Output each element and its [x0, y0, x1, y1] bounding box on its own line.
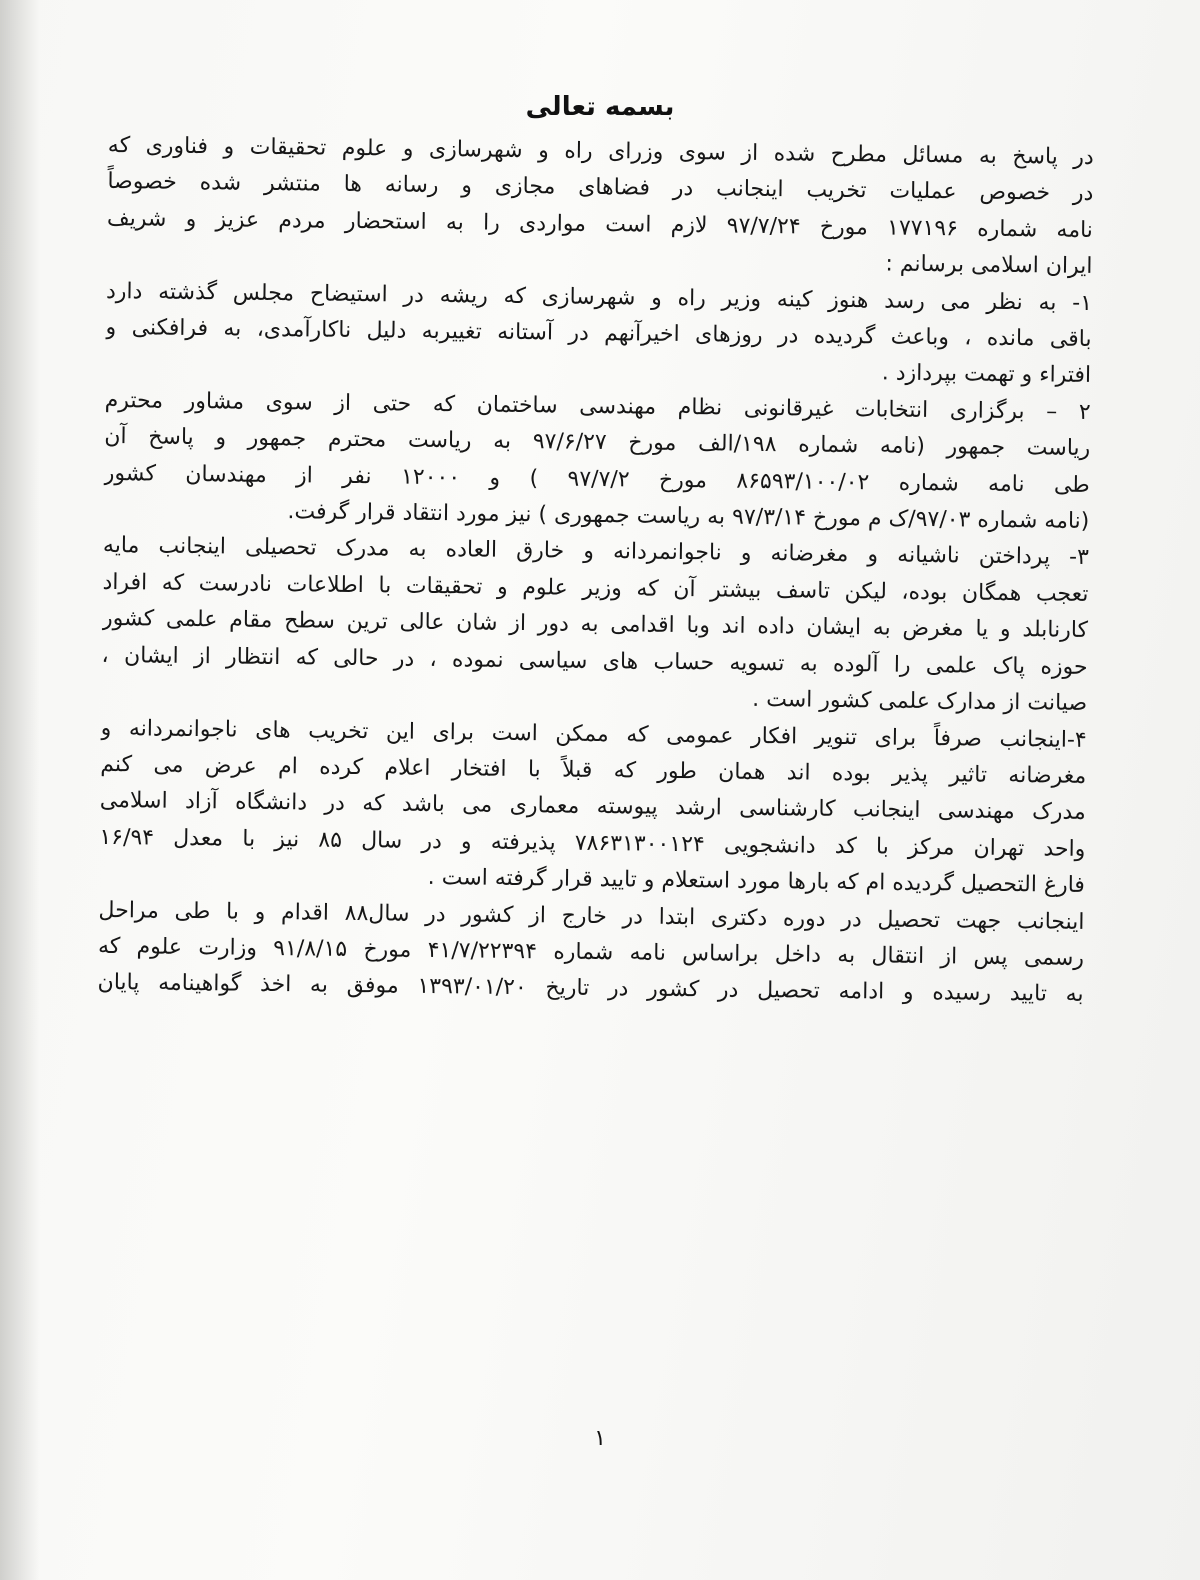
text-line: باقی مانده ، وباعث گردیده در روزهای اخیرآنهم در آستانه تغییربه دلیل ناکارآمدی، به فرافکنی و — [105, 314, 1092, 353]
page-number: ۱ — [594, 1426, 606, 1451]
text-line: افتراء و تهمت بپردازد . — [881, 360, 1092, 389]
text-line: فارغ التحصیل گردیده ام که بارها مورد استعلام و تایید قرار گرفته است . — [427, 865, 1086, 899]
text-line: ایران اسلامی برسانم : — [885, 251, 1093, 280]
text-line: ۱- به نظر می رسد هنوز کینه وزیر راه و شهرسازی که ریشه در استیضاح مجلس گذشته دارد — [105, 278, 1093, 316]
text-line: صیانت از مدارک علمی کشور است . — [752, 686, 1088, 717]
text-line: در خصوص عملیات تخریب اینجانب در فضاهای مجازی و رسانه ها منتشر شده خصوصاً — [107, 169, 1094, 207]
text-line: اینجانب جهت تحصیل در دوره دکتری ابتدا در خارج از کشور در سال۸۸ اقدام و با طی مراحل — [98, 897, 1085, 935]
text-line: کارنابلد و یا مغرض به ایشان داده اند وبا اقدامی به دور از شان عالی ترین سطح مقام علمی کشور — [101, 606, 1089, 644]
text-line: ۲ – برگزاری انتخابات غیرقانونی نظام مهندسی ساختمان که حتی از سوی مشاور محترم — [104, 387, 1091, 425]
text-line: طی نامه شماره ۸۶۵۹۳/۱۰۰/۰۲ مورخ ۹۷/۷/۲ ) و ۱۲۰۰۰ نفر از مهندسان کشور — [103, 460, 1090, 498]
text-line: ۳- پرداختن ناشیانه و مغرضانه و ناجوانمردانه و خارق العاده به مدرک تحصیلی اینجانب مایه — [102, 533, 1090, 571]
text-line: واحد تهران مرکز با کد دانشجویی ۷۸۶۳۱۳۰۰۱۲۴ پذیرفته و در سال ۸۵ نیز با معدل ۱۶/۹۴ — [99, 824, 1086, 862]
text-line: مدرک مهندسی اینجانب کارشناسی ارشد پیوسته معماری می باشد که در دانشگاه آزاد اسلامی — [99, 788, 1086, 826]
text-line: مغرضانه تاثیر پذیر بوده اند همان طور که قبلاً با افتخار اعلام کرده ام عرض می کنم — [100, 751, 1087, 789]
text-line: نامه شماره ۱۷۷۱۹۶ مورخ ۹۷/۷/۲۴ لازم است مواردی را به استحضار مردم عزیز و شریف — [106, 205, 1094, 243]
text-line: ریاست جمهور (نامه شماره ۱۹۸/الف مورخ ۹۷/۶/۲۷ به ریاست محترم جمهور و پاسخ آن — [104, 424, 1091, 462]
text-line: حوزه پاک علمی را آلوده به تسویه حساب های سیاسی نموده ، در حالی که انتظار از ایشان ، — [101, 642, 1088, 680]
text-line: ۴-اینجانب صرفاً برای تنویر افکار عمومی که ممکن است برای این تخریب های ناجوانمردانه و — [100, 715, 1087, 753]
text-line: (نامه شماره ۹۷/۰۳/ک م مورخ ۹۷/۳/۱۴ به ریاست جمهوری ) نیز مورد انتقاد قرار گرفت. — [287, 499, 1090, 535]
document-body — [97, 128, 1094, 1014]
text-line: رسمی پس از انتقال به داخل براساس نامه شماره ۴۱/۷/۲۲۳۹۴ مورخ ۹۱/۸/۱۵ وزارت علوم که — [97, 933, 1085, 971]
text-line: تعجب همگان بوده، لیکن تاسف بیشتر آن که وزیر علوم و تحقیقات با اطلاعات نادرست که افراد — [102, 569, 1089, 607]
document-heading: بسمه تعالی — [525, 92, 675, 122]
text-line: به تایید رسیده و ادامه تحصیل در کشور در تاریخ ۱۳۹۳/۰۱/۲۰ موفق به اخذ گواهینامه پایان — [97, 970, 1084, 1008]
text-line: در پاسخ به مسائل مطرح شده از سوی وزرای راه و شهرسازی و علوم تحقیقات و فناوری که — [107, 132, 1094, 170]
